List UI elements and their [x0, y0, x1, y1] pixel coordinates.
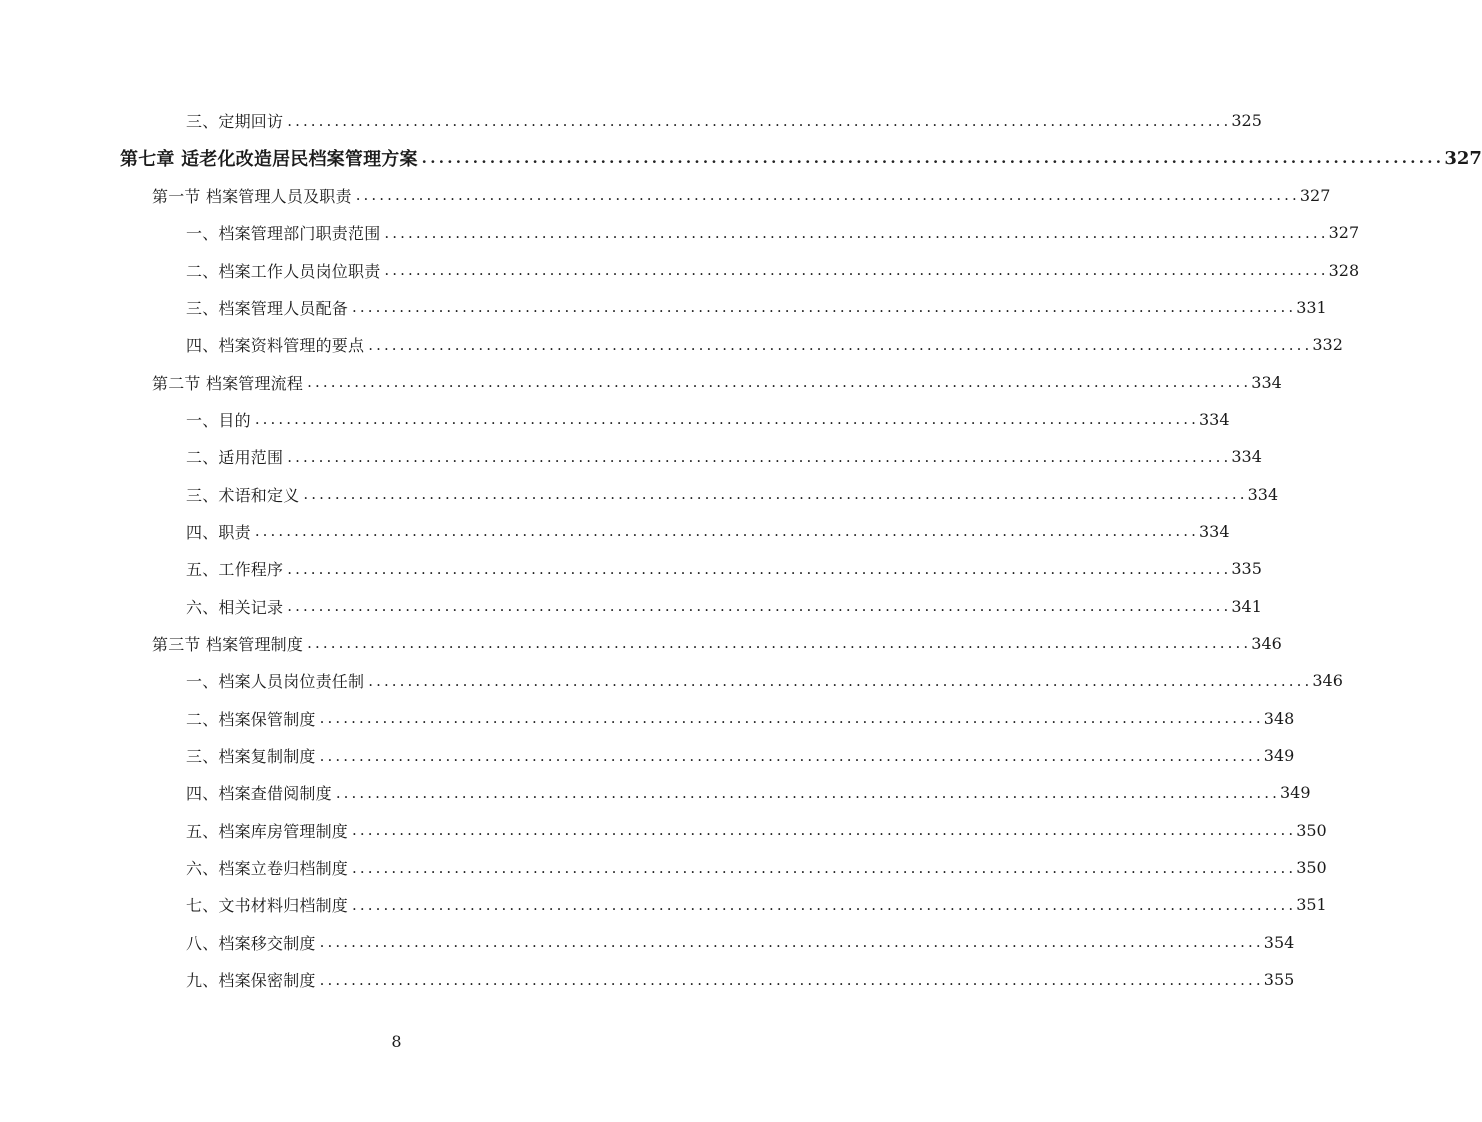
dot-leader: ........................................................................................................................: [287, 559, 1232, 578]
toc-entry-title: 第七章 适老化改造居民档案管理方案: [120, 149, 418, 171]
toc-entry-page: 327: [1299, 185, 1331, 205]
toc-entry-title: 四、档案资料管理的要点: [186, 336, 365, 356]
toc-entry-title: 七、文书材料归档制度: [186, 896, 349, 916]
dot-leader: ........................................................................................................................: [352, 298, 1297, 317]
toc-entry[interactable]: [0, 251, 1360, 288]
dot-leader: ........................................................................................................................: [355, 186, 1300, 205]
toc-entry[interactable]: [0, 886, 1327, 923]
dot-leader: ........................................................................................................................: [335, 783, 1280, 802]
toc-entry[interactable]: [0, 625, 1282, 662]
toc-entry[interactable]: [0, 363, 1282, 400]
toc-entry-title: 八、档案移交制度: [186, 933, 316, 953]
toc-entry-page: 327: [1444, 147, 1482, 169]
toc-entry-page: 334: [1231, 447, 1262, 467]
toc-entry[interactable]: [0, 774, 1311, 811]
toc-entry-page: 349: [1263, 746, 1295, 766]
toc-entry-page: 335: [1231, 559, 1262, 579]
toc-entry-title: 四、档案查借阅制度: [186, 784, 332, 804]
toc-entry[interactable]: [0, 961, 1295, 998]
dot-leader: ........................................................................................................................: [287, 447, 1232, 466]
toc-entry-title: 第三节 档案管理制度: [152, 634, 304, 654]
toc-entry-page: 341: [1231, 596, 1262, 616]
toc-entry-title: 四、职责: [186, 522, 251, 542]
toc-entry[interactable]: [0, 102, 1262, 139]
toc-entry-title: 一、档案人员岗位责任制: [186, 672, 365, 692]
dot-leader: ........................................................................................................................: [421, 149, 1445, 168]
dot-leader: ........................................................................................................................: [352, 821, 1297, 840]
toc-entry-page: 327: [1328, 223, 1360, 243]
dot-leader: ........................................................................................................................: [254, 522, 1199, 541]
dot-leader: ........................................................................................................................: [319, 970, 1264, 989]
toc-entry-title: 三、档案复制制度: [186, 747, 316, 767]
toc-entry[interactable]: [0, 177, 1331, 214]
dot-leader: ........................................................................................................................: [287, 597, 1232, 616]
dot-leader: ........................................................................................................................: [352, 858, 1297, 877]
toc-entry-title: 二、档案工作人员岗位职责: [186, 261, 381, 281]
toc-entry[interactable]: [0, 662, 1343, 699]
toc-entry-page: 334: [1247, 484, 1279, 504]
dot-leader: ........................................................................................................................: [319, 933, 1264, 952]
dot-leader: ........................................................................................................................: [287, 111, 1232, 130]
toc-entry-page: 328: [1328, 260, 1360, 280]
toc-entry[interactable]: [0, 401, 1230, 438]
toc-entry-title: 第二节 档案管理流程: [152, 373, 304, 393]
dot-leader: ........................................................................................................................: [368, 335, 1313, 354]
toc-entry-title: 二、档案保管制度: [186, 709, 316, 729]
toc-entry[interactable]: [0, 513, 1230, 550]
toc-entry[interactable]: [0, 849, 1327, 886]
page-number: 8: [391, 1032, 402, 1051]
toc-entry-title: 一、目的: [186, 410, 251, 430]
toc-entry-page: 334: [1198, 409, 1230, 429]
toc-entry-title: 五、档案库房管理制度: [186, 821, 349, 841]
toc-entry-title: 一、档案管理部门职责范围: [186, 224, 381, 244]
toc-entry-title: 第一节 档案管理人员及职责: [152, 186, 352, 206]
toc-entry-page: 332: [1312, 335, 1343, 355]
dot-leader: ........................................................................................................................: [254, 410, 1199, 429]
dot-leader: ........................................................................................................................: [384, 223, 1329, 242]
toc-entry[interactable]: [0, 438, 1262, 475]
toc-entry-title: 六、档案立卷归档制度: [186, 859, 349, 879]
toc-entry-page: 334: [1198, 521, 1230, 541]
toc-entry-page: 348: [1263, 708, 1295, 728]
dot-leader: ........................................................................................................................: [307, 634, 1252, 653]
toc-entry[interactable]: [0, 737, 1295, 774]
toc-entry-title: 三、术语和定义: [186, 485, 300, 505]
toc-entry[interactable]: [0, 289, 1327, 326]
toc-entry-page: 350: [1296, 858, 1327, 878]
toc-entry-title: 二、适用范围: [186, 448, 284, 468]
dot-leader: ........................................................................................................................: [368, 671, 1313, 690]
toc-entry[interactable]: [0, 214, 1360, 251]
toc-entry-title: 三、定期回访: [186, 112, 284, 132]
dot-leader: ........................................................................................................................: [384, 261, 1329, 280]
toc-entry[interactable]: [0, 550, 1262, 587]
dot-leader: ........................................................................................................................: [352, 895, 1297, 914]
toc-entry[interactable]: [0, 326, 1343, 363]
toc-entry[interactable]: [0, 475, 1279, 512]
toc-entry[interactable]: [0, 924, 1295, 961]
toc-entry-page: 351: [1296, 895, 1327, 915]
toc-entry-title: 九、档案保密制度: [186, 971, 316, 991]
toc-entry-page: 331: [1296, 297, 1327, 317]
toc-entry-page: 334: [1251, 372, 1282, 392]
dot-leader: ........................................................................................................................: [319, 746, 1264, 765]
toc-entry[interactable]: [0, 812, 1327, 849]
toc-entry-page: 350: [1296, 820, 1327, 840]
toc-entry-title: 三、档案管理人员配备: [186, 298, 349, 318]
toc-entry[interactable]: [0, 700, 1295, 737]
toc-entry-title: 五、工作程序: [186, 560, 284, 580]
table-of-contents: [0, 102, 1482, 998]
dot-leader: ........................................................................................................................: [303, 485, 1248, 504]
dot-leader: ........................................................................................................................: [307, 373, 1252, 392]
toc-entry-page: 354: [1263, 932, 1295, 952]
toc-entry-page: 346: [1251, 633, 1282, 653]
toc-entry-title: 六、相关记录: [186, 597, 284, 617]
toc-entry[interactable]: [0, 139, 1482, 176]
toc-entry-page: 346: [1312, 671, 1343, 691]
toc-entry-page: 325: [1231, 111, 1262, 131]
toc-entry-page: 349: [1279, 783, 1311, 803]
toc-entry-page: 355: [1263, 970, 1295, 990]
toc-entry[interactable]: [0, 587, 1262, 624]
dot-leader: ........................................................................................................................: [319, 709, 1264, 728]
